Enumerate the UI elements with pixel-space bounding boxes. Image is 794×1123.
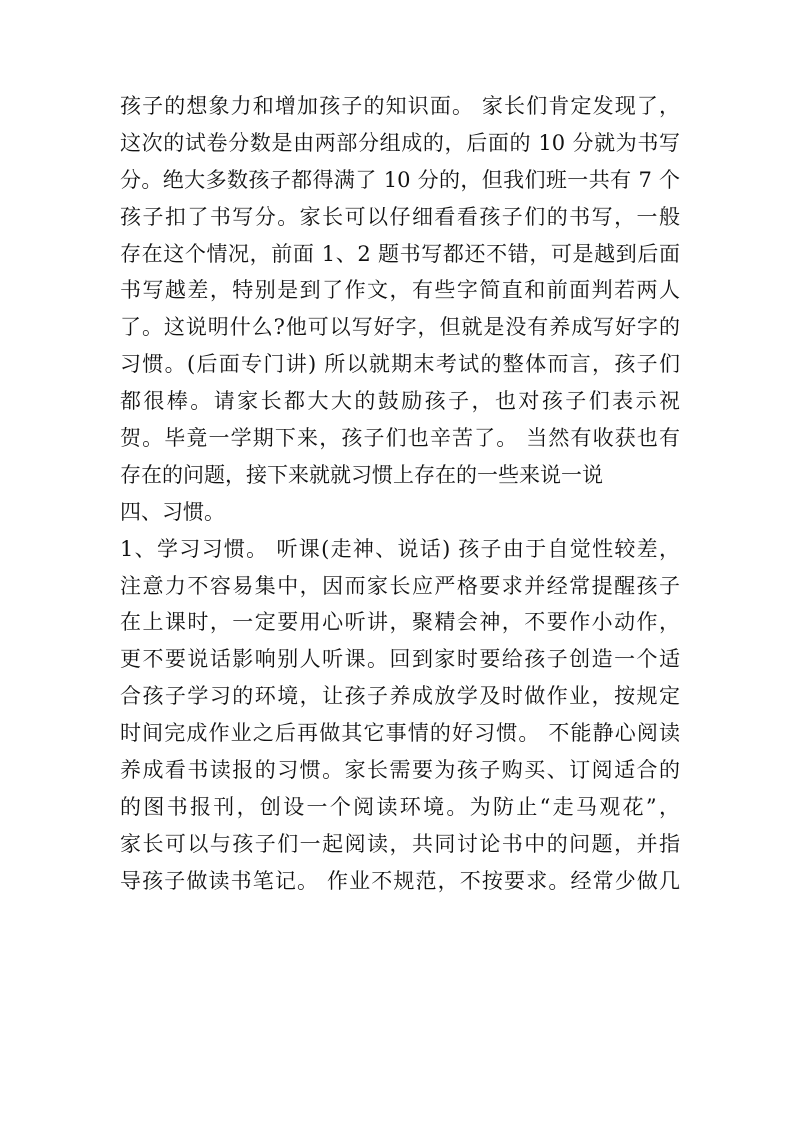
text-line: 了。这说明什么?他可以写好字，但就是没有养成写好字的 [120, 315, 680, 340]
body-text [120, 88, 680, 900]
text-line: 家长可以与孩子们一起阅读，共同讨论书中的问题，并指 [120, 831, 680, 856]
text-line: 的图书报刊，创设一个阅读环境。为防止“走马观花”， [120, 794, 680, 819]
section-heading: 四、习惯。 [120, 499, 225, 524]
text-line: 这次的试卷分数是由两部分组成的，后面的 10 分就为书写 [120, 130, 680, 155]
text-line: 更不要说话影响别人听课。回到家时要给孩子创造一个适 [120, 647, 680, 672]
text-line: 存在的问题，接下来就就习惯上存在的一些来说一说 [120, 462, 603, 487]
text-line: 合孩子学习的环境，让孩子养成放学及时做作业，按规定 [120, 684, 680, 709]
text-line: 1、学习习惯。 听课(走神、说话) 孩子由于自觉性较差， [120, 536, 680, 561]
text-line: 存在这个情况，前面 1、2 题书写都还不错，可是越到后面 [120, 241, 680, 266]
text-line: 贺。毕竟一学期下来，孩子们也辛苦了。 当然有收获也有 [120, 426, 680, 451]
text-line: 时间完成作业之后再做其它事情的好习惯。 不能静心阅读 [120, 721, 680, 746]
text-line: 导孩子做读书笔记。 作业不规范，不按要求。经常少做几 [120, 868, 680, 893]
text-line: 孩子的想象力和增加孩子的知识面。 家长们肯定发现了， [120, 94, 680, 118]
text-line: 习惯。(后面专门讲) 所以就期末考试的整体而言，孩子们 [120, 352, 680, 377]
text-line: 注意力不容易集中，因而家长应严格要求并经常提醒孩子 [120, 573, 680, 598]
text-line: 养成看书读报的习惯。家长需要为孩子购买、订阅适合的 [120, 758, 680, 783]
text-line: 在上课时，一定要用心听讲，聚精会神，不要作小动作， [120, 610, 680, 635]
text-line: 分。绝大多数孩子都得满了 10 分的，但我们班一共有 7 个 [120, 167, 680, 192]
text-line: 孩子扣了书写分。家长可以仔细看看孩子们的书写，一般 [120, 204, 680, 229]
text-line: 都很棒。请家长都大大的鼓励孩子，也对孩子们表示祝 [120, 389, 680, 414]
text-line: 书写越差，特别是到了作文，有些字简直和前面判若两人 [120, 278, 680, 303]
